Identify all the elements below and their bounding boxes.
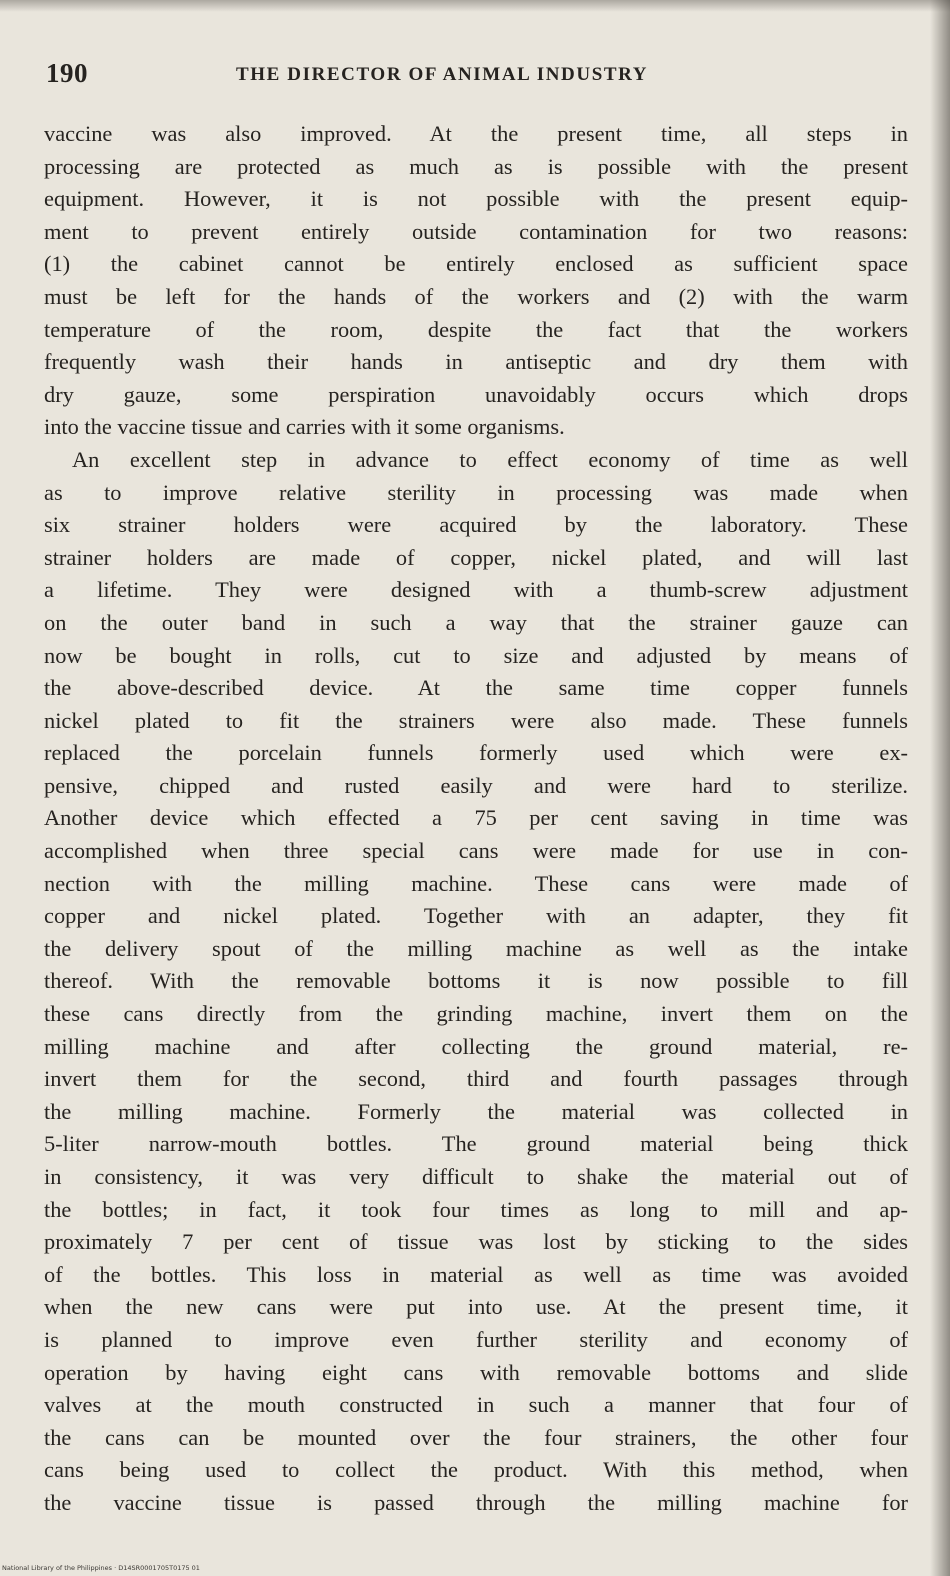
text-line: now be bought in rolls, cut to size and adjusted by means of	[44, 642, 908, 668]
text-line: proximately 7 per cent of tissue was lost by sticking to the sides	[44, 1229, 908, 1255]
text-line: nickel plated to fit the strainers were also made. These funnels	[44, 707, 908, 733]
scan-credit: National Library of the Philippines · D14SR0001705T0175 01	[2, 1564, 200, 1572]
text-line: frequently wash their hands in antiseptic and dry them with	[44, 349, 908, 375]
text-line: the delivery spout of the milling machine as well as the intake	[44, 935, 908, 961]
top-shadow	[0, 0, 950, 12]
text-line: cans being used to collect the product. With this method, when	[44, 1457, 908, 1483]
text-line: pensive, chipped and rusted easily and were hard to sterilize.	[44, 772, 908, 798]
text-line: ment to prevent entirely outside contamination for two reasons:	[44, 218, 908, 244]
text-line: processing are protected as much as is possible with the present	[44, 153, 908, 179]
text-line: Another device which effected a 75 per cent saving in time was	[44, 805, 908, 831]
text-line: is planned to improve even further sterility and economy of	[44, 1326, 908, 1352]
paragraph	[44, 444, 908, 1520]
paragraph	[44, 118, 908, 444]
text-line: valves at the mouth constructed in such a manner that four of	[44, 1392, 908, 1418]
running-head: THE DIRECTOR OF ANIMAL INDUSTRY	[236, 64, 649, 85]
text-line: these cans directly from the grinding machine, invert them on the	[44, 1001, 908, 1027]
text-line: on the outer band in such a way that the strainer gauze can	[44, 609, 908, 635]
text-line: invert them for the second, third and fourth passages through	[44, 1066, 908, 1092]
text-line: 5-liter narrow-mouth bottles. The ground material being thick	[44, 1131, 908, 1157]
text-line: a lifetime. They were designed with a thumb-screw adjustment	[44, 577, 908, 603]
text-line: six strainer holders were acquired by the laboratory. These	[44, 512, 908, 538]
text-line: the milling machine. Formerly the material was collected in	[44, 1098, 908, 1124]
text-line: in consistency, it was very difficult to shake the material out of	[44, 1164, 908, 1189]
text-line: thereof. With the removable bottoms it is now possible to fill	[44, 968, 908, 994]
text-line: the cans can be mounted over the four strainers, the other four	[44, 1424, 908, 1450]
text-line: (1) the cabinet cannot be entirely enclosed as sufficient space	[44, 251, 908, 277]
body-text	[44, 118, 908, 1520]
page-header	[46, 58, 908, 92]
text-line: milling machine and after collecting the ground material, re-	[44, 1033, 908, 1059]
text-line: dry gauze, some perspiration unavoidably occurs which drops	[44, 381, 908, 407]
page-number: 190	[46, 58, 88, 88]
text-line: the above-described device. At the same time copper funnels	[44, 675, 908, 701]
text-line: operation by having eight cans with removable bottoms and slide	[44, 1359, 908, 1385]
text-line: nection with the milling machine. These cans were made of	[44, 870, 908, 896]
text-line: copper and nickel plated. Together with an adapter, they fit	[44, 903, 908, 929]
text-line: must be left for the hands of the workers and (2) with the warm	[44, 283, 908, 309]
text-line: temperature of the room, despite the fact that the workers	[44, 316, 908, 342]
text-line: into the vaccine tissue and carries with it some organisms.	[44, 414, 565, 440]
page-edge-shadow	[930, 0, 950, 1576]
text-line: An excellent step in advance to effect economy of time as well	[72, 446, 908, 472]
text-line: the vaccine tissue is passed through the milling machine for	[44, 1489, 908, 1515]
text-line: equipment. However, it is not possible with the present equip-	[44, 186, 908, 212]
text-line: strainer holders are made of copper, nickel plated, and will last	[44, 544, 908, 570]
text-line: replaced the porcelain funnels formerly used which were ex-	[44, 740, 908, 766]
text-line: the bottles; in fact, it took four times as long to mill and ap-	[44, 1196, 908, 1222]
text-line: of the bottles. This loss in material as well as time was avoided	[44, 1261, 908, 1287]
text-line: accomplished when three special cans were made for use in con-	[44, 838, 908, 864]
text-line: when the new cans were put into use. At the present time, it	[44, 1294, 908, 1320]
text-line: as to improve relative sterility in processing was made when	[44, 479, 908, 505]
text-line: vaccine was also improved. At the present time, all steps in	[44, 121, 908, 146]
